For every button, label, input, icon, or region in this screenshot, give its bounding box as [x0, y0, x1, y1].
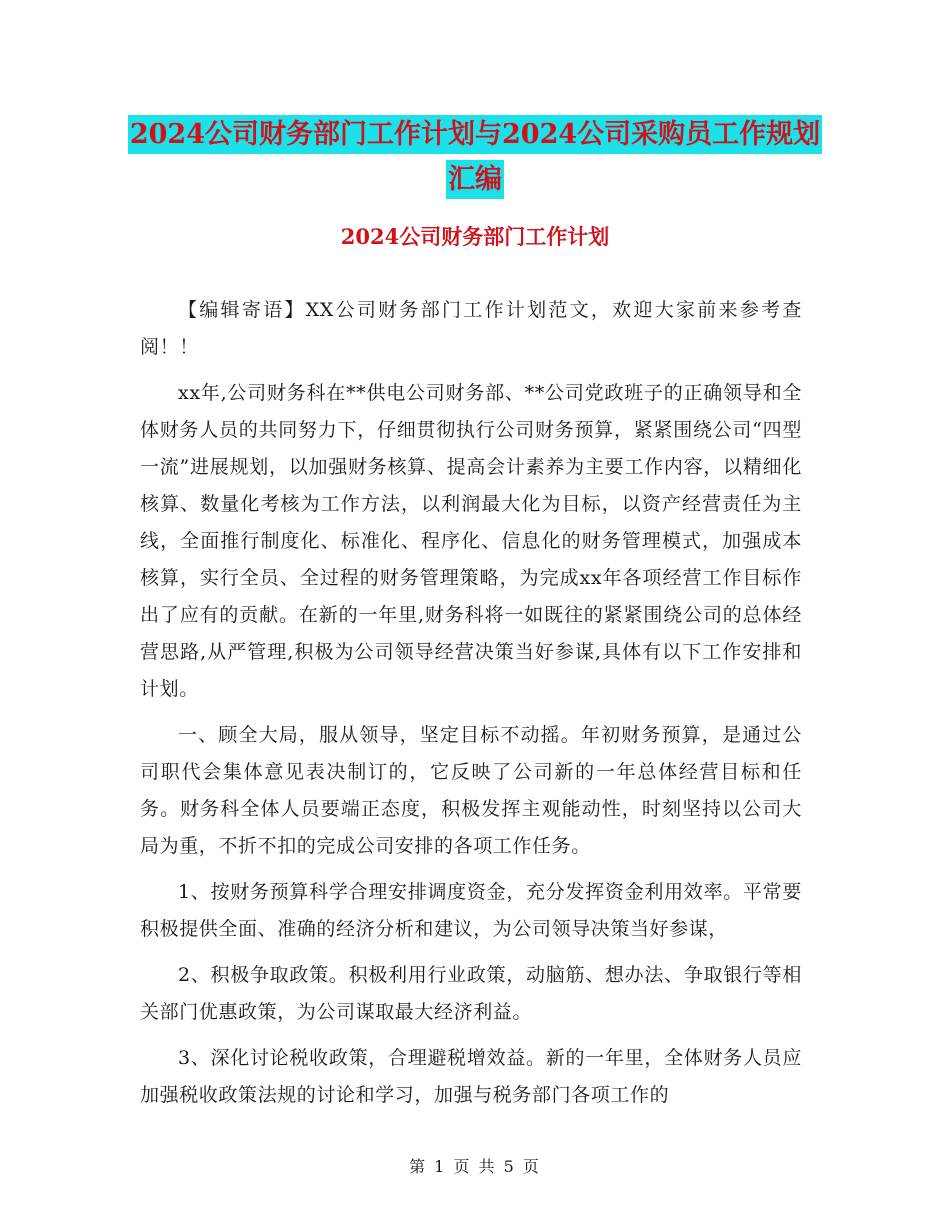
page-footer: 第 1 页 共 5 页 [409, 1157, 541, 1176]
paragraph-intro: xx年,公司财务科在**供电公司财务部、**公司党政班子的正确领导和全体财务人员的共同努力下，仔细贯彻执行公司财务预算，紧紧围绕公司“四型一流”进展规划，以加强财务核算、提高会计素养为主要工作内容，以精细化核算、数量化考核为工作方法，以利润最大化为目标，以资产经营责任为主线，全面推行制度化、标准化、程序化、信息化的财务管理模式，加强成本核算，实行全员、全过程的财务管理策略，为完成xx年各项经营工作目标作出了应有的贡献。在新的一年里,财务科将一如既往的紧紧围绕公司的总体经营思路,从严管理,积极为公司领导经营决策当好参谋,具体有以下工作安排和计划。 [140, 382, 802, 700]
paragraph-editor-note: 【编辑寄语】XX公司财务部门工作计划范文，欢迎大家前来参考查阅！！ [140, 299, 802, 358]
section-title: 2024公司财务部门工作计划 [340, 224, 610, 249]
document-body [140, 292, 802, 1123]
paragraph-item-2: 2、积极争取政策。积极利用行业政策，动脑筋、想办法、争取银行等相关部门优惠政策，为公司谋取最大经济利益。 [140, 964, 802, 1023]
paragraph-point-one: 一、顾全大局，服从领导，坚定目标不动摇。年初财务预算，是通过公司职代会集体意见表决制订的，它反映了公司新的一年总体经营目标和任务。财务科全体人员要端正态度，积极发挥主观能动性，时刻坚持以公司大局为重，不折不扣的完成公司安排的各项工作任务。 [140, 724, 802, 857]
paragraph-item-3: 3、深化讨论税收政策，合理避税增效益。新的一年里，全体财务人员应加强税收政策法规的讨论和学习，加强与税务部门各项工作的 [140, 1047, 802, 1106]
main-title-highlight: 2024公司财务部门工作计划与2024公司采购员工作规划汇编 [128, 115, 822, 199]
paragraph-item-1: 1、按财务预算科学合理安排调度资金，充分发挥资金利用效率。平常要积极提供全面、准确的经济分析和建议，为公司领导决策当好参谋， [140, 881, 802, 940]
document-main-title [120, 112, 830, 202]
